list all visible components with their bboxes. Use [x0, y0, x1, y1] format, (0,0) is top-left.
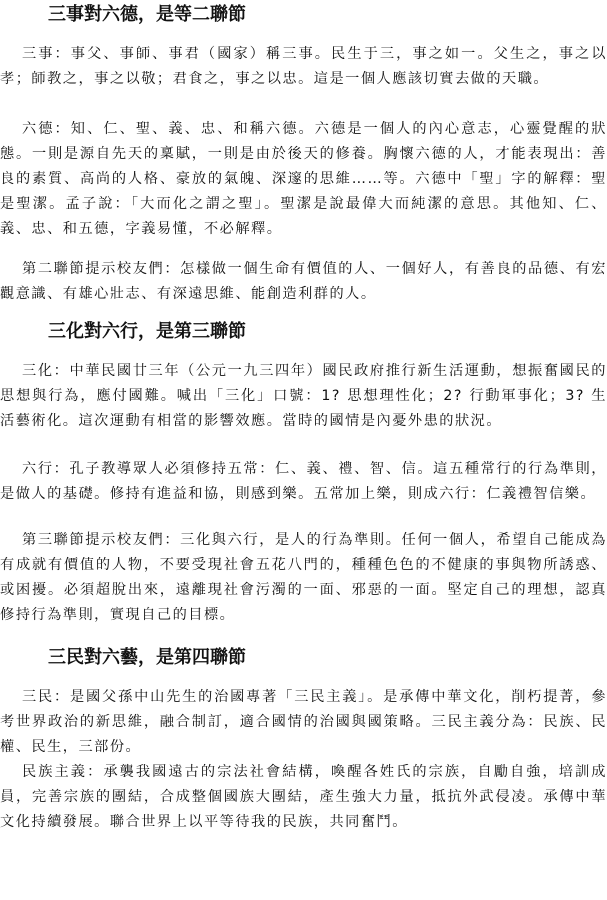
- paragraph-six-conducts: 六行：孔子教導眾人必須修持五常：仁、義、禮、智、信。這五種常行的行為準則，是做人的基礎。修持有進益和協，則感到樂。五常加上樂，則成六行：仁義禮智信樂。: [0, 461, 607, 502]
- paragraph-six-virtues: 六德：知、仁、聖、義、忠、和稱六德。六德是一個人的內心意志，心靈覺醒的狀態。一則是源自先天的稟賦，一則是由於後天的修養。胸懷六德的人，才能表現出：善良的素質、高尚的人格、豪放的氣魄、深邃的思維……等。六德中「聖」字的解釋：聖是聖潔。孟子說：「大而化之謂之聖」。聖潔是說最偉大而純潔的意思。其他知、仁、義、忠、和五德，字義易懂，不必解釋。: [0, 121, 607, 237]
- section-heading-second-couplet: 三事對六德，是等二聯節: [48, 4, 246, 25]
- paragraph-three-principles: 三民：是國父孫中山先生的治國專著「三民主義」。是承傳中華文化，削朽提菁，參考世界政治的新思維，融合制訂，適合國情的治國與國策略。三民主義分為：民族、民權、民生，三部份。: [0, 689, 607, 755]
- section-heading-third-couplet: 三化對六行，是第三聯節: [48, 321, 246, 342]
- paragraph-three-duties: 三事：事父、事師、事君（國家）稱三事。民生于三，事之如一。父生之，事之以孝；師教之，事之以敬；君食之，事之以忠。這是一個人應該切實去做的天職。: [0, 46, 607, 87]
- section-heading-fourth-couplet: 三民對六藝，是第四聯節: [48, 647, 246, 668]
- paragraph-nationalism: 民族主義：承襲我國遠古的宗法社會結構，喚醒各姓氏的宗族，自勵自強，培訓成員，完善宗族的團結，合成整個國族大團結，產生強大力量，抵抗外武侵凌。承傳中華文化持續發展。聯合世界上以平等待我的民族，共同奮鬥。: [0, 764, 607, 830]
- paragraph-three-transformations: 三化：中華民國廿三年（公元一九三四年）國民政府推行新生活運動，想振奮國民的思想與行為，應付國難。喊出「三化」口號：1? 思想理性化；2? 行動軍事化；3? 生活藝術化。這次運動有相當的影響效應。當時的國情是內憂外患的狀況。: [0, 363, 607, 429]
- paragraph-third-couplet-summary: 第三聯節提示校友們：三化與六行，是人的行為準則。任何一個人，希望自己能成為有成就有價值的人物，不要受現社會五花八門的，種種色色的不健康的事與物所誘惑、或困擾。必須超脫出來，遠離現社會污濁的一面、邪惡的一面。堅定自己的理想，認真修持行為準則，實現自己的目標。: [0, 532, 607, 623]
- paragraph-second-couplet-summary: 第二聯節提示校友們：怎樣做一個生命有價值的人、一個好人，有善良的品德、有宏觀意識、有雄心壯志、有深遠思維、能創造利群的人。: [0, 261, 607, 302]
